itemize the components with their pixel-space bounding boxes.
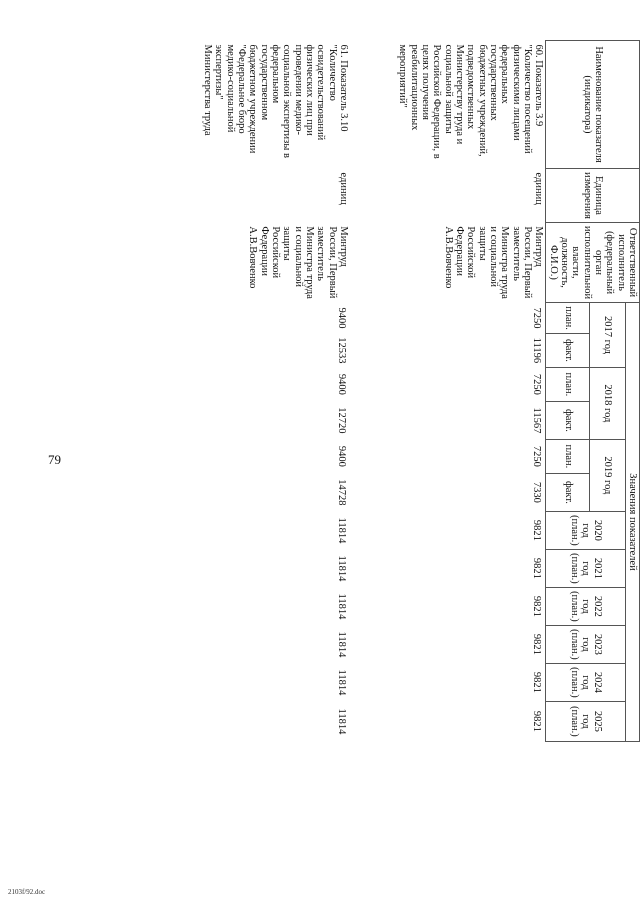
indicator-text: Показатель 3.9 "Количество посещений физическими лицами федеральных государственных бюджетных учреждений, подведомственных Министерству труда и социальной защиты Российской Федерации, в целях получения реабилитационных мероприятий" — [397, 44, 545, 159]
header-values-group: Значения показателей — [625, 303, 639, 742]
header-y2025: 2025 год (план.) — [546, 701, 625, 741]
row-number: 61. — [337, 44, 349, 58]
header-name: Наименование показателя (индикатора) — [546, 41, 640, 169]
value-cell: 7250 — [531, 307, 543, 329]
value-cell: 11814 — [335, 517, 347, 544]
header-responsible: Ответственный исполнитель (федеральный орган исполнительной власти, должность, Ф.И.О.) — [546, 222, 640, 302]
header-y2024: 2024 год (план.) — [546, 663, 625, 701]
responsible-cell: Минтруд России, Первый заместитель Министра труда и социальной защиты Российской Федерации А.В.Вовченко — [442, 226, 545, 299]
header-fact: факт. — [546, 401, 590, 439]
header-y2023: 2023 год (план.) — [546, 625, 625, 663]
value-cell: 9821 — [531, 671, 543, 693]
value-cell: 9821 — [531, 557, 543, 579]
value-cell: 11814 — [335, 555, 347, 582]
rotated-table-frame — [80, 40, 640, 905]
unit-cell: единиц — [533, 172, 545, 205]
value-cell: 9821 — [531, 519, 543, 541]
value-cell: 9821 — [531, 595, 543, 617]
page-number: 79 — [48, 452, 61, 467]
value-cell: 11814 — [335, 708, 347, 735]
value-cell: 11814 — [335, 631, 347, 658]
indicators-table — [140, 40, 640, 742]
value-cell: 14728 — [335, 479, 347, 506]
indicator-name — [140, 41, 350, 169]
header-unit: Единица измерения — [546, 169, 640, 223]
header-year-2019: 2019 год — [590, 439, 625, 511]
value-cell: 11196 — [531, 337, 543, 364]
header-fact: факт. — [546, 473, 590, 511]
table-row — [140, 41, 350, 742]
value-cell: 11814 — [335, 593, 347, 620]
table-row — [350, 41, 546, 742]
unit-cell: единиц — [337, 172, 349, 205]
value-cell: 7250 — [531, 373, 543, 395]
header-year-2018: 2018 год — [590, 367, 625, 439]
header-year-2017: 2017 год — [590, 303, 625, 368]
header-y2021: 2021 год (план.) — [546, 549, 625, 587]
header-y2022: 2022 год (план.) — [546, 587, 625, 625]
value-cell: 7250 — [531, 445, 543, 467]
footer-code: 2103f/92.doc — [8, 888, 46, 896]
indicator-name — [350, 41, 546, 169]
value-cell: 9821 — [531, 633, 543, 655]
header-fact: факт. — [546, 333, 590, 367]
value-cell: 11814 — [335, 669, 347, 696]
value-cell: 9400 — [335, 307, 347, 329]
indicator-text: Показатель 3.10 "Количество освидетельствований физических лиц при проведении медико-социальной экспертизы в федеральном государственном бюджетном учреждении "Федеральное бюро медико-социальной экспертизы" Министерства труда — [201, 44, 349, 158]
value-cell: 9400 — [335, 445, 347, 467]
header-y2020: 2020 год (план.) — [546, 511, 625, 549]
value-cell: 9821 — [531, 710, 543, 732]
responsible-cell: Минтруд России, Первый заместитель Министра труда и социальной защиты Российской Федерации А.В.Вовченко — [247, 226, 349, 299]
header-plan: план. — [546, 303, 590, 334]
value-cell: 11567 — [531, 407, 543, 434]
value-cell: 7330 — [531, 481, 543, 503]
value-cell: 9400 — [335, 373, 347, 395]
header-plan: план. — [546, 367, 590, 401]
row-number: 60. — [533, 44, 545, 58]
value-cell: 12720 — [335, 407, 347, 434]
value-cell: 12533 — [335, 337, 347, 364]
header-plan: план. — [546, 439, 590, 473]
